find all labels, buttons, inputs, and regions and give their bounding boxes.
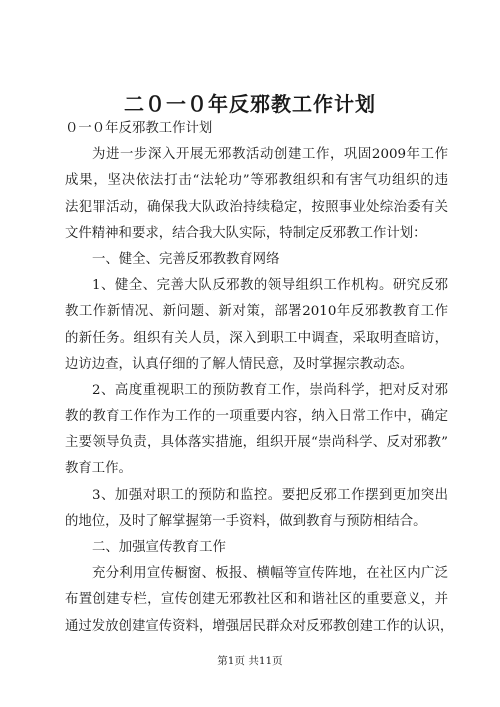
- text-line: 布置创建专栏，宣传创建无邪教社区和和谐社区的重要意义，并: [65, 592, 448, 608]
- text-line: 通过发放创建宣传资料，增强居民群众对反邪教创建工作的认识，: [65, 618, 454, 634]
- text-line: 法犯罪活动，确保我大队政治持续稳定，按照事业处综治委有关: [65, 199, 448, 215]
- text-line: 的新任务。组织有关人员，深入到职工中调查，采取明查暗访，: [65, 330, 448, 346]
- document-title: 二０一０年反邪教工作计划: [124, 92, 376, 116]
- text-line: 一、健全、完善反邪教教育网络: [92, 251, 280, 267]
- text-line: 充分利用宣传橱窗、板报、横幅等宣传阵地，在社区内广泛: [92, 566, 448, 582]
- page-footer: 第1页 共11页: [217, 655, 283, 667]
- text-line: 的地位，及时了解掌握第一手资料，做到教育与预防相结合。: [65, 513, 427, 529]
- text-line: 主要领导负责，具体落实措施，组织开展“崇尚科学、反对邪教”: [65, 435, 448, 451]
- text-line: 二、加强宣传教育工作: [92, 540, 226, 555]
- text-line: 教育工作。: [65, 461, 132, 477]
- text-line: 教工作新情况、新问题、新对策，部署2010年反邪教教育工作: [65, 304, 448, 320]
- text-line: ０一０年反邪教工作计划: [65, 121, 213, 136]
- text-line: 为进一步深入开展无邪教活动创建工作，巩固2009年工作: [92, 147, 448, 163]
- text-line: 1、健全、完善大队反邪教的领导组织工作机构。研究反邪: [92, 278, 448, 294]
- text-line: 教的教育工作作为工作的一项重要内容，纳入日常工作中，确定: [65, 409, 448, 425]
- text-line: 成果，坚决依法打击“法轮功”等邪教组织和有害气功组织的违: [65, 173, 448, 189]
- document-body: [65, 116, 454, 640]
- text-line: 3、加强对职工的预防和监控。要把反邪工作摆到更加突出: [92, 487, 448, 503]
- text-line: 文件精神和要求，结合我大队实际，特制定反邪教工作计划：: [65, 225, 427, 241]
- text-line: 2、高度重视职工的预防教育工作，崇尚科学，把对反对邪: [92, 382, 448, 398]
- text-line: 边访边查，认真仔细的了解人情民意，及时掌握宗教动态。: [65, 356, 414, 372]
